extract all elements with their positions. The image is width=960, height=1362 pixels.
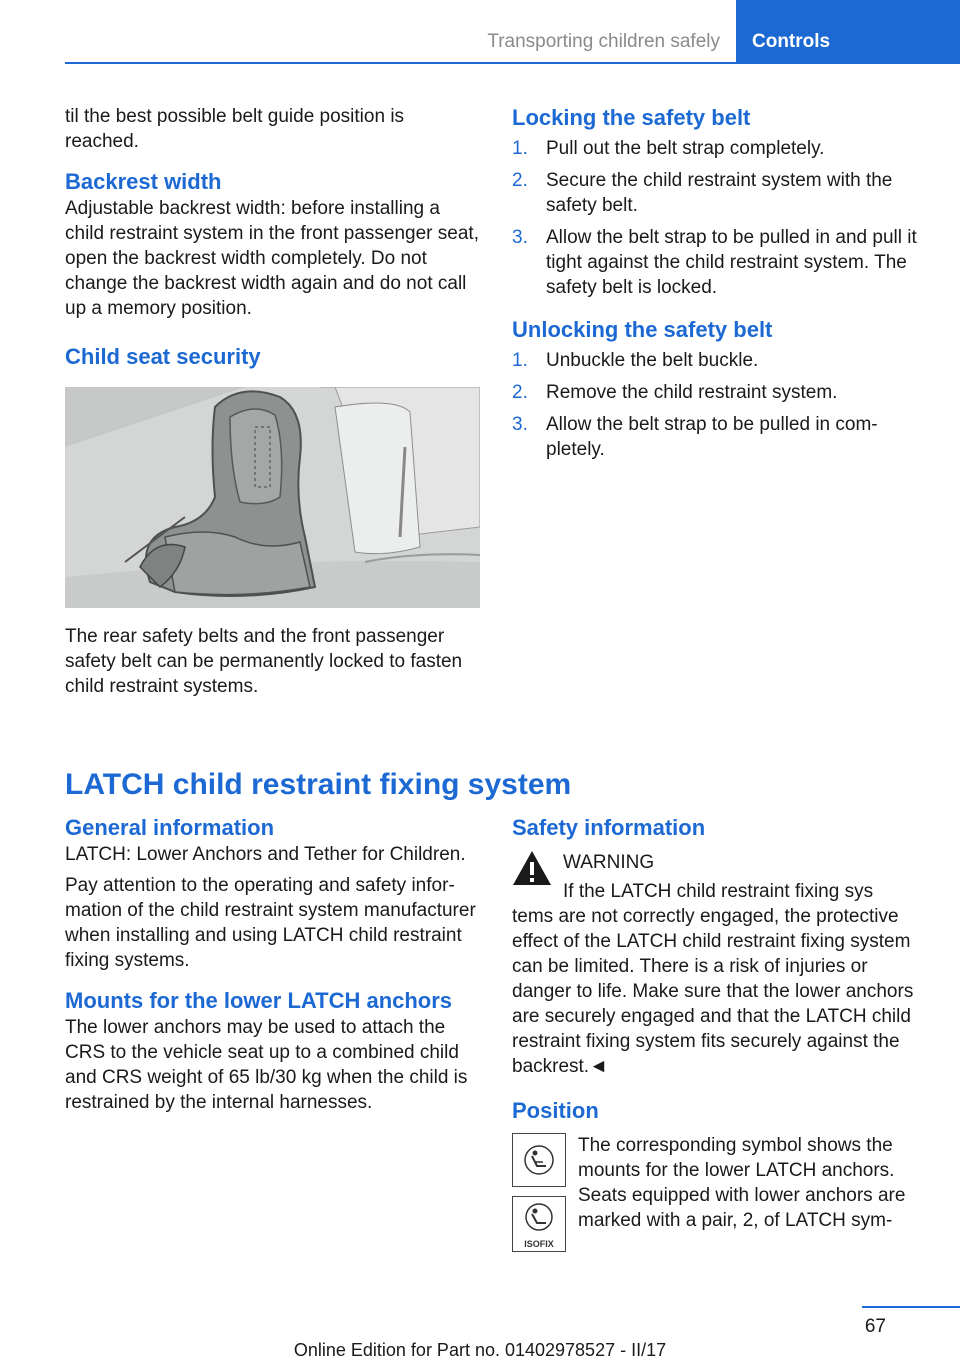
step-text: Allow the belt strap to be pulled in completely. xyxy=(546,414,878,460)
general-information-text-1: LATCH: Lower Anchors and Tether for Children. xyxy=(65,844,466,865)
child-seat-anchor-icon xyxy=(513,1134,565,1186)
isofix-label: ISOFIX xyxy=(524,1239,554,1249)
isofix-symbol-icon xyxy=(512,1196,566,1252)
edition-footer: Online Edition for Part no. 01402978527 - II/17 xyxy=(293,1340,667,1360)
general-information-heading: General information xyxy=(65,815,275,840)
step-text: Pull out the belt strap completely. xyxy=(546,138,825,159)
locking-step xyxy=(512,168,924,218)
child-seat-image xyxy=(65,387,480,608)
page-header xyxy=(65,0,960,64)
child-seat-illustration xyxy=(65,387,480,608)
latch-anchor-symbol-icon xyxy=(512,1133,566,1187)
step-number: 3. xyxy=(512,414,528,435)
position-block xyxy=(512,1133,924,1263)
step-number: 3. xyxy=(512,227,528,248)
unlocking-steps xyxy=(512,348,924,462)
locking-heading: Locking the safety belt xyxy=(512,105,751,130)
unlocking-heading: Unlocking the safety belt xyxy=(512,317,773,342)
step-text: Secure the child restraint system with the safety belt. xyxy=(546,170,893,216)
right-column-bottom xyxy=(512,814,924,1263)
child-seat-security-heading: Child seat security xyxy=(65,344,261,369)
warning-block xyxy=(512,850,924,1079)
step-number: 1. xyxy=(512,138,528,159)
unlocking-step xyxy=(512,380,924,405)
header-chapter-tab: Controls xyxy=(736,0,960,62)
locking-step xyxy=(512,225,924,300)
step-number: 1. xyxy=(512,350,528,371)
left-column-bottom xyxy=(65,814,480,1115)
footer-rule xyxy=(862,1306,960,1308)
step-text: Allow the belt strap to be pulled in and pull it tight against the child restraint system. The safety belt is locked. xyxy=(546,227,917,298)
general-information-text-2: Pay attention to the operating and safety information of the child restraint system manufacturer when installing and using LATCH child restraint fixing systems. xyxy=(65,875,476,971)
unlocking-step xyxy=(512,348,924,373)
page-number: 67 xyxy=(864,1316,886,1337)
warning-label: WARNING xyxy=(563,852,655,873)
position-heading: Position xyxy=(512,1098,599,1123)
left-column-top xyxy=(65,104,480,699)
step-number: 2. xyxy=(512,382,528,403)
backrest-width-heading: Backrest width xyxy=(65,169,222,194)
mounts-heading: Mounts for the lower LATCH anchors xyxy=(65,988,453,1013)
position-text: The corresponding symbol shows the mounts for the lower LATCH anchors. Seats equipped with lower anchors are marked with a pair, 2, of LATCH sym- xyxy=(578,1135,906,1231)
step-text: Remove the child restraint system. xyxy=(546,382,838,403)
continuation-text: til the best possible belt guide position is reached. xyxy=(65,106,405,152)
warning-triangle-icon xyxy=(512,850,552,886)
header-section-title: Transporting children safely xyxy=(487,31,720,52)
right-column-top xyxy=(512,104,924,469)
safety-information-heading: Safety information xyxy=(512,815,706,840)
child-seat-security-text: The rear safety belts and the front passenger safety belt can be permanently locked to fasten child restraint systems. xyxy=(65,626,463,697)
backrest-width-text: Adjustable backrest width: before installing a child restraint system in the front passenger seat, open the backrest width completely. Do not change the backrest width again and do not call up a memory position. xyxy=(65,198,479,319)
mounts-text: The lower anchors may be used to attach the CRS to the vehicle seat up to a combined child and CRS weight of 65 lb/30 kg when the child is restrained by the internal harnesses. xyxy=(65,1017,468,1113)
locking-step xyxy=(512,136,924,161)
step-text: Unbuckle the belt buckle. xyxy=(546,350,759,371)
locking-steps xyxy=(512,136,924,300)
unlocking-step xyxy=(512,412,924,462)
warning-text: tems are not correctly engaged, the protective effect of the LATCH child restraint fixing system can be limited. There is a risk of injuries or danger to life. Make sure that the lower anchors are securely engaged and that the LATCH child restraint fixing system fits securely against the backrest.◄ xyxy=(512,906,914,1077)
step-number: 2. xyxy=(512,170,528,191)
warning-text-first-line: If the LATCH child restraint fixing sys xyxy=(563,881,874,902)
isofix-seat-icon xyxy=(513,1197,565,1235)
latch-section-heading: LATCH child restraint fixing system xyxy=(65,768,572,801)
